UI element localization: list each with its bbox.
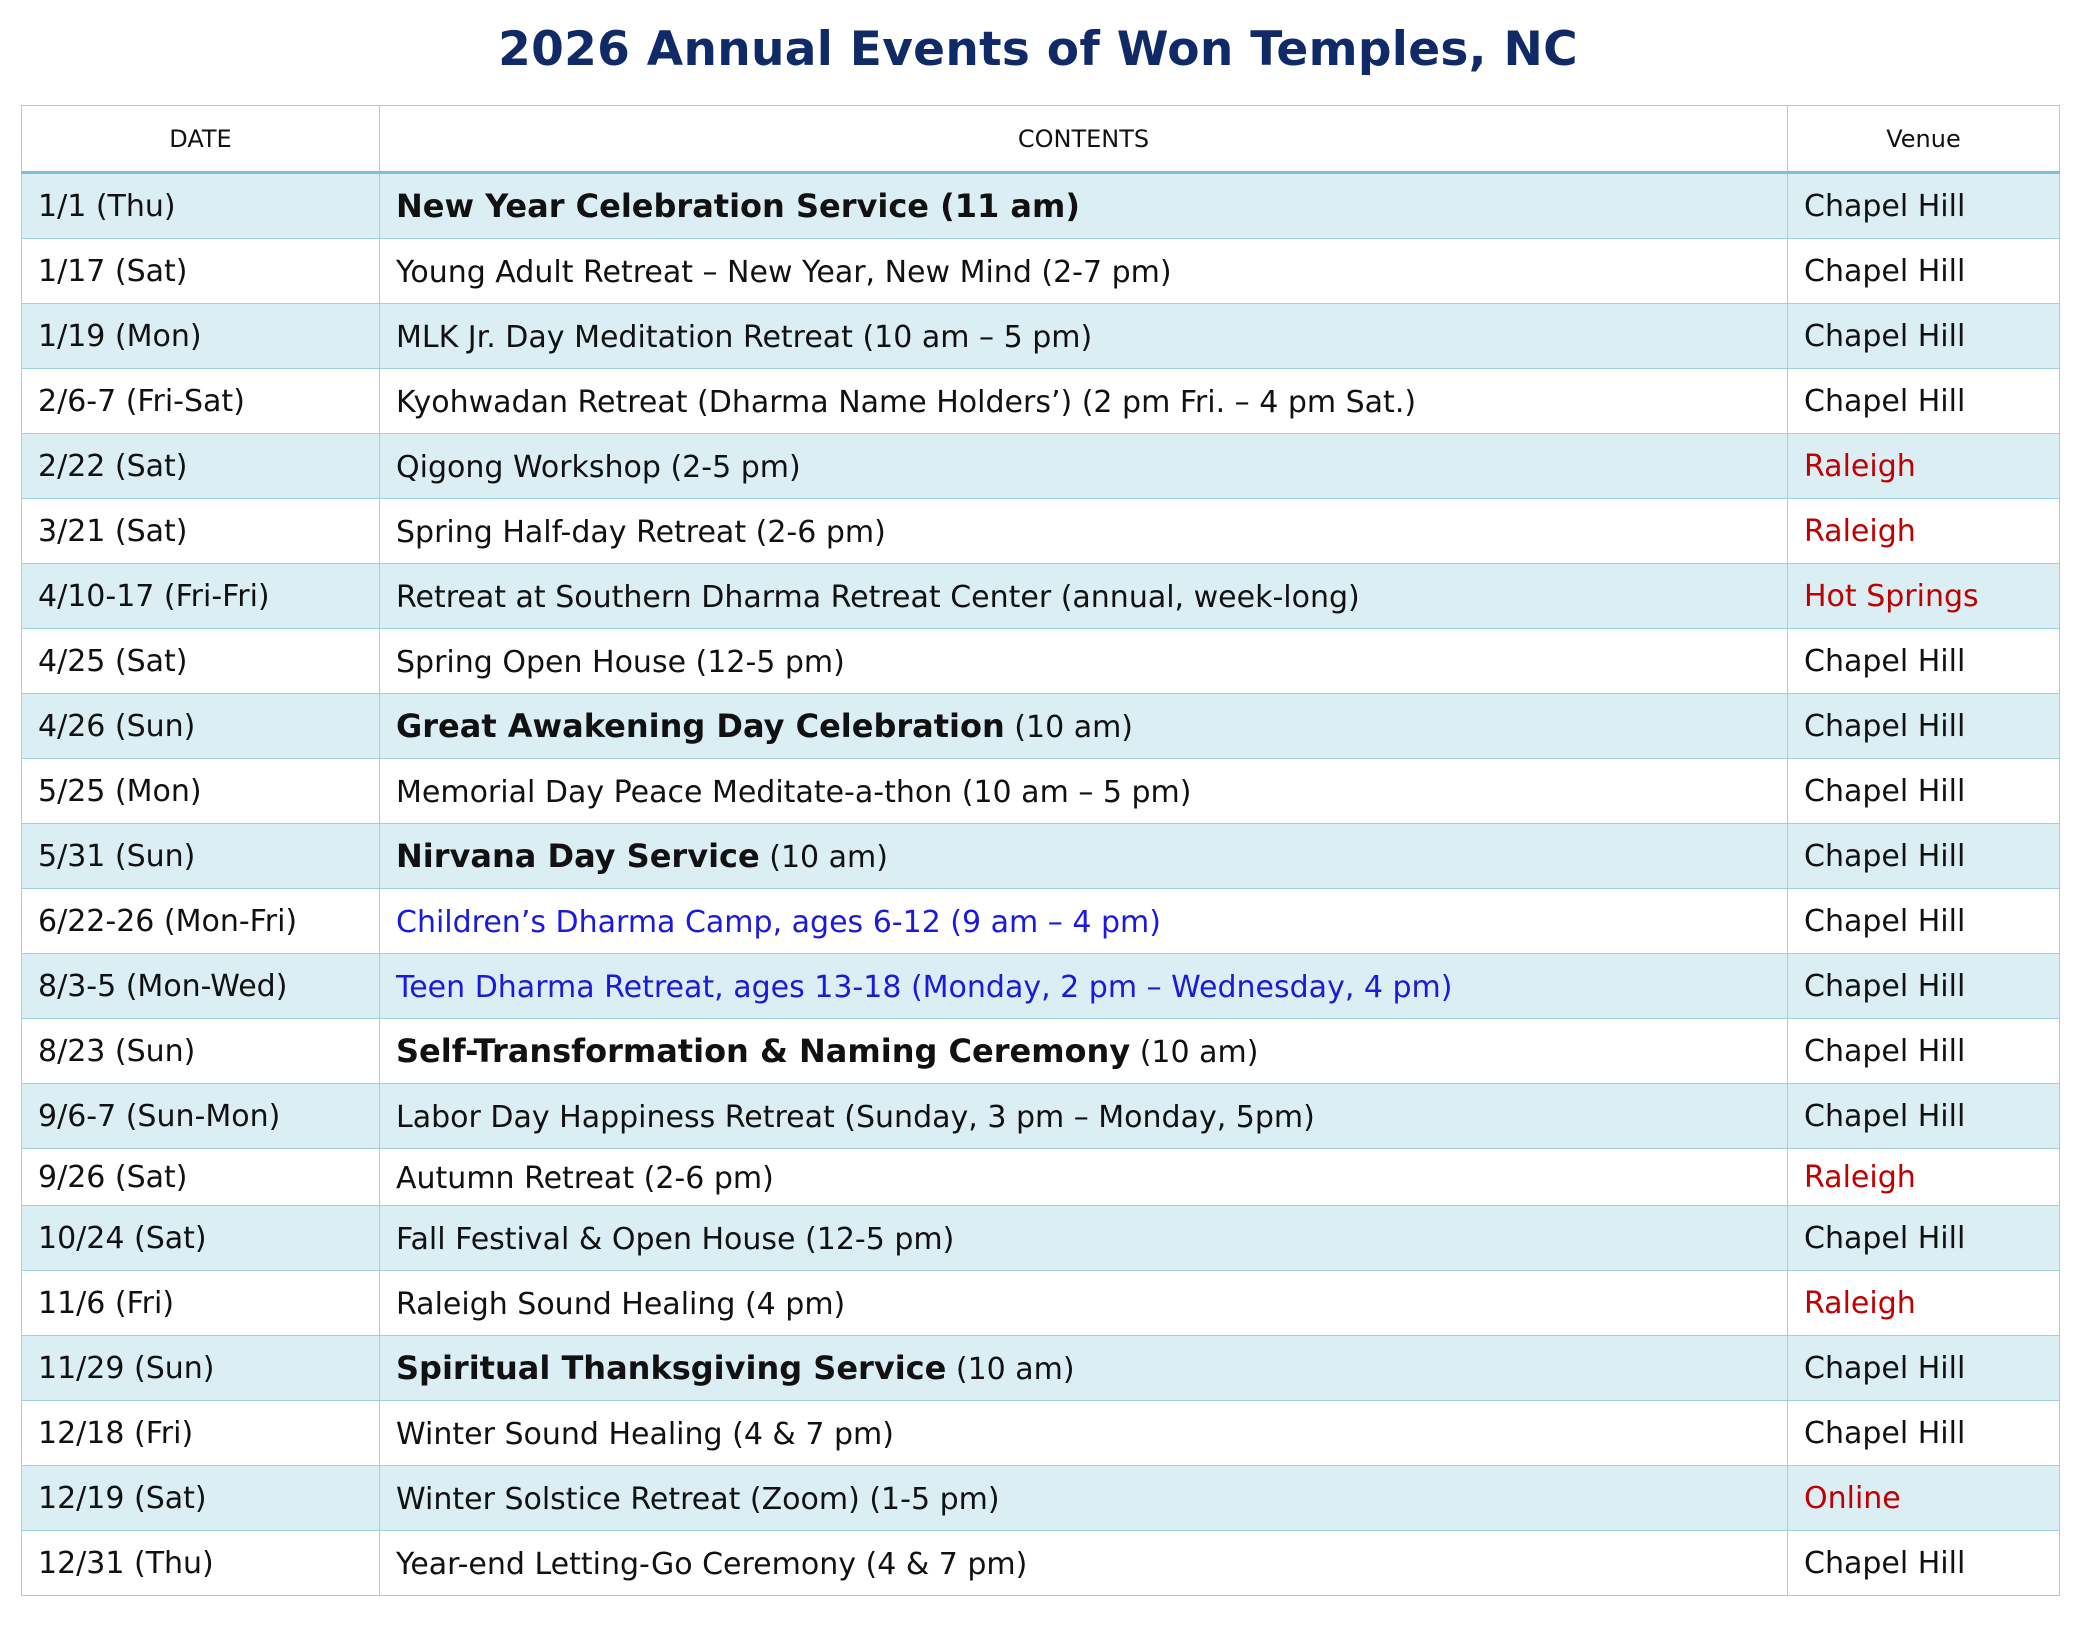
contents-cell — [380, 499, 1788, 564]
date-cell: 8/23 (Sun) — [22, 1019, 380, 1084]
date-cell: 1/19 (Mon) — [22, 304, 380, 369]
column-header-date: DATE — [22, 106, 380, 173]
venue-cell: Chapel Hill — [1788, 173, 2060, 239]
event-detail: Young Adult Retreat – New Year, New Mind (2-7 pm) — [396, 255, 1172, 290]
table-row — [22, 1401, 2060, 1466]
event-title: Spiritual Thanksgiving Service — [396, 1349, 947, 1387]
table-row — [22, 759, 2060, 824]
table-row — [22, 1019, 2060, 1084]
event-detail: MLK Jr. Day Meditation Retreat (10 am – 5 pm) — [396, 320, 1093, 355]
venue-cell: Chapel Hill — [1788, 1084, 2060, 1149]
venue-cell: Chapel Hill — [1788, 629, 2060, 694]
table-row — [22, 304, 2060, 369]
event-detail: (10 am) — [759, 840, 888, 875]
event-detail: Winter Solstice Retreat (Zoom) (1-5 pm) — [396, 1482, 1000, 1517]
venue-cell: Chapel Hill — [1788, 824, 2060, 889]
event-detail: Autumn Retreat (2-6 pm) — [396, 1161, 774, 1196]
contents-cell — [380, 889, 1788, 954]
event-detail: Winter Sound Healing (4 & 7 pm) — [396, 1417, 894, 1452]
table-row — [22, 954, 2060, 1019]
venue-cell: Chapel Hill — [1788, 1531, 2060, 1596]
event-detail: (10 am) — [1004, 710, 1134, 745]
contents-cell — [380, 954, 1788, 1019]
event-detail: Raleigh Sound Healing (4 pm) — [396, 1287, 846, 1322]
contents-cell — [380, 304, 1788, 369]
contents-cell — [380, 239, 1788, 304]
venue-cell: Chapel Hill — [1788, 369, 2060, 434]
date-cell: 4/26 (Sun) — [22, 694, 380, 759]
date-cell: 4/25 (Sat) — [22, 629, 380, 694]
contents-cell — [380, 1206, 1788, 1271]
event-detail: Retreat at Southern Dharma Retreat Center (annual, week-long) — [396, 580, 1360, 615]
date-cell: 12/19 (Sat) — [22, 1466, 380, 1531]
venue-cell: Chapel Hill — [1788, 1019, 2060, 1084]
venue-cell: Online — [1788, 1466, 2060, 1531]
contents-cell — [380, 1531, 1788, 1596]
venue-cell: Chapel Hill — [1788, 759, 2060, 824]
event-detail: Spring Half-day Retreat (2-6 pm) — [396, 515, 886, 550]
table-row — [22, 1084, 2060, 1149]
table-row — [22, 1531, 2060, 1596]
contents-cell — [380, 1466, 1788, 1531]
table-row — [22, 889, 2060, 954]
event-detail: Kyohwadan Retreat (Dharma Name Holders’) (2 pm Fri. – 4 pm Sat.) — [396, 385, 1417, 420]
contents-cell — [380, 1401, 1788, 1466]
contents-cell — [380, 1084, 1788, 1149]
venue-cell: Hot Springs — [1788, 564, 2060, 629]
date-cell: 4/10-17 (Fri-Fri) — [22, 564, 380, 629]
venue-cell: Chapel Hill — [1788, 889, 2060, 954]
venue-cell: Chapel Hill — [1788, 694, 2060, 759]
venue-cell: Chapel Hill — [1788, 954, 2060, 1019]
date-cell: 1/1 (Thu) — [22, 173, 380, 239]
table-row — [22, 1149, 2060, 1206]
contents-cell — [380, 1019, 1788, 1084]
venue-cell: Chapel Hill — [1788, 1401, 2060, 1466]
event-detail: (10 am) — [946, 1352, 1075, 1387]
header-row — [22, 106, 2060, 173]
table-row — [22, 629, 2060, 694]
date-cell: 12/31 (Thu) — [22, 1531, 380, 1596]
date-cell: 6/22-26 (Mon-Fri) — [22, 889, 380, 954]
table-row — [22, 1206, 2060, 1271]
table-row — [22, 1336, 2060, 1401]
contents-cell — [380, 369, 1788, 434]
contents-cell — [380, 434, 1788, 499]
event-detail: Spring Open House (12-5 pm) — [396, 645, 845, 680]
venue-cell: Chapel Hill — [1788, 1336, 2060, 1401]
table-row — [22, 1271, 2060, 1336]
date-cell: 2/6-7 (Fri-Sat) — [22, 369, 380, 434]
event-title: New Year Celebration Service (11 am) — [396, 187, 1080, 225]
date-cell: 9/6-7 (Sun-Mon) — [22, 1084, 380, 1149]
date-cell: 10/24 (Sat) — [22, 1206, 380, 1271]
venue-cell: Chapel Hill — [1788, 304, 2060, 369]
event-detail: Qigong Workshop (2-5 pm) — [396, 450, 801, 485]
table-row — [22, 369, 2060, 434]
event-title: Self-Transformation & Naming Ceremony — [396, 1032, 1131, 1070]
table-row — [22, 564, 2060, 629]
venue-cell: Raleigh — [1788, 1149, 2060, 1206]
event-title: Great Awakening Day Celebration — [396, 707, 1005, 745]
date-cell: 11/6 (Fri) — [22, 1271, 380, 1336]
contents-cell — [380, 173, 1788, 239]
event-detail: Labor Day Happiness Retreat (Sunday, 3 pm – Monday, 5pm) — [396, 1100, 1315, 1135]
venue-cell: Raleigh — [1788, 434, 2060, 499]
event-detail: Children’s Dharma Camp, ages 6-12 (9 am – 4 pm) — [396, 905, 1161, 940]
table-row — [22, 239, 2060, 304]
event-detail: Year-end Letting-Go Ceremony (4 & 7 pm) — [396, 1547, 1028, 1582]
contents-cell — [380, 1149, 1788, 1206]
table-row — [22, 173, 2060, 239]
date-cell: 9/26 (Sat) — [22, 1149, 380, 1206]
venue-cell: Raleigh — [1788, 499, 2060, 564]
venue-cell: Chapel Hill — [1788, 239, 2060, 304]
event-detail: Memorial Day Peace Meditate-a-thon (10 am – 5 pm) — [396, 775, 1192, 810]
contents-cell — [380, 759, 1788, 824]
contents-cell — [380, 564, 1788, 629]
event-title: Nirvana Day Service — [396, 837, 760, 875]
event-detail: (10 am) — [1130, 1035, 1259, 1070]
page-title: 2026 Annual Events of Won Temples, NC — [498, 22, 1578, 77]
venue-cell: Chapel Hill — [1788, 1206, 2060, 1271]
date-cell: 5/25 (Mon) — [22, 759, 380, 824]
events-table — [21, 105, 2060, 1596]
contents-cell — [380, 1336, 1788, 1401]
contents-cell — [380, 629, 1788, 694]
table-row — [22, 694, 2060, 759]
event-detail: Teen Dharma Retreat, ages 13-18 (Monday, 2 pm – Wednesday, 4 pm) — [396, 970, 1453, 1005]
date-cell: 2/22 (Sat) — [22, 434, 380, 499]
venue-cell: Raleigh — [1788, 1271, 2060, 1336]
date-cell: 11/29 (Sun) — [22, 1336, 380, 1401]
table-row — [22, 824, 2060, 889]
contents-cell — [380, 824, 1788, 889]
table-row — [22, 434, 2060, 499]
date-cell: 12/18 (Fri) — [22, 1401, 380, 1466]
date-cell: 1/17 (Sat) — [22, 239, 380, 304]
date-cell: 3/21 (Sat) — [22, 499, 380, 564]
column-header-contents: CONTENTS — [380, 106, 1788, 173]
contents-cell — [380, 1271, 1788, 1336]
event-detail: Fall Festival & Open House (12-5 pm) — [396, 1222, 955, 1257]
date-cell: 5/31 (Sun) — [22, 824, 380, 889]
table-row — [22, 499, 2060, 564]
table-row — [22, 1466, 2060, 1531]
contents-cell — [380, 694, 1788, 759]
date-cell: 8/3-5 (Mon-Wed) — [22, 954, 380, 1019]
column-header-venue: Venue — [1788, 106, 2060, 173]
